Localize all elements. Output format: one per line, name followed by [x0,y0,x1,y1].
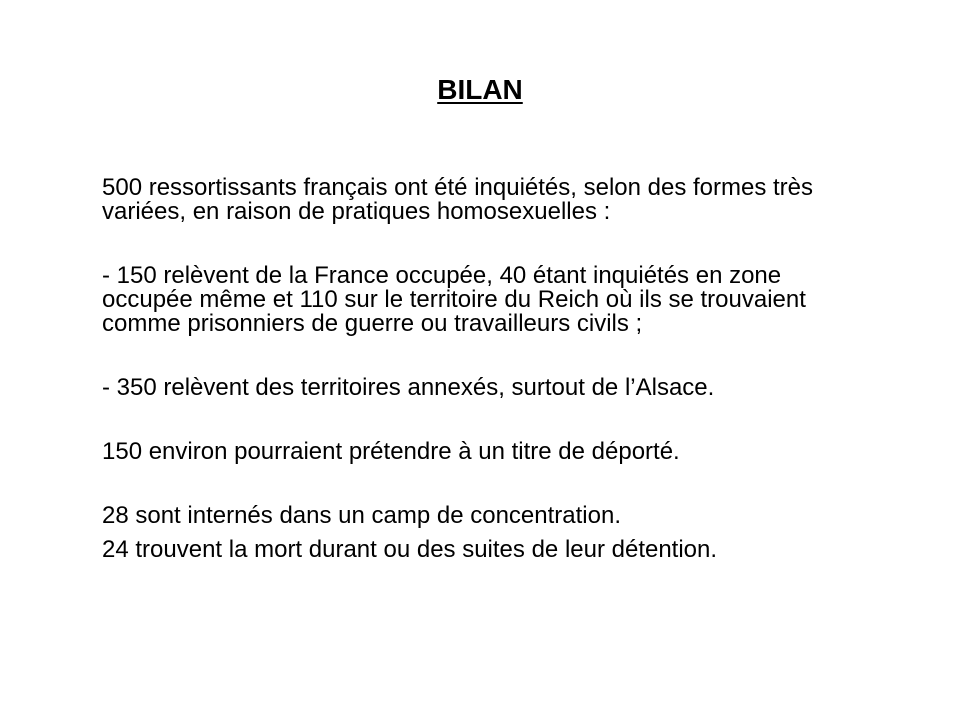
occupied-line-3: comme prisonniers de guerre ou travailleurs civils ; [102,310,643,337]
intro-line-2: variées, en raison de pratiques homosexuelles : [102,198,611,225]
interned-paragraph: 28 sont internés dans un camp de concentration. [102,502,621,529]
intro-line-1: 500 ressortissants français ont été inquiétés, selon des formes très [102,174,814,201]
annexed-territories-paragraph: - 350 relèvent des territoires annexés, surtout de l’Alsace. [102,374,715,401]
occupied-france-paragraph [102,264,902,336]
occupied-line-2: occupée même et 110 sur le territoire du Reich où ils se trouvaient [102,286,806,313]
slide-title: BILAN [437,74,523,105]
slide-body [102,176,902,562]
deaths-paragraph: 24 trouvent la mort durant ou des suites de leur détention. [102,536,718,563]
occupied-line-1: - 150 relèvent de la France occupée, 40 étant inquiétés en zone [102,262,782,289]
deported-paragraph: 150 environ pourraient prétendre à un titre de déporté. [102,438,680,465]
intro-paragraph [102,176,902,224]
